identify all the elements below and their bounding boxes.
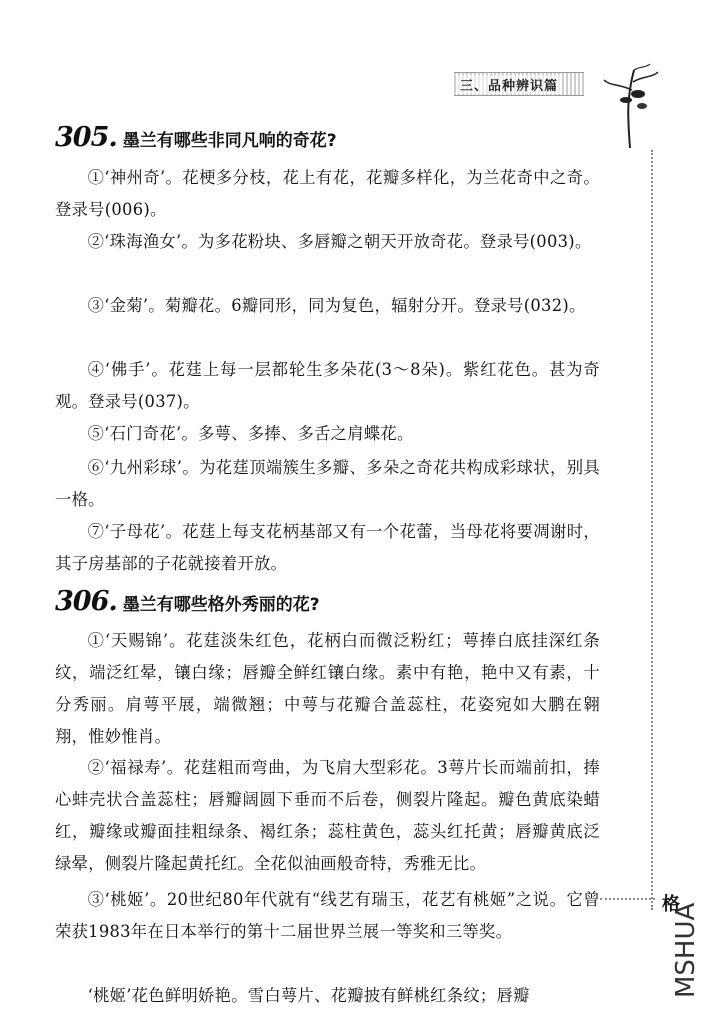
paragraph: ②‘珠海渔女’。为多花粉块、多唇瓣之朝天开放奇花。登录号(003)。 bbox=[87, 232, 592, 251]
paragraph: ①‘神州奇’。花梗多分枝，花上有花，花瓣多样化，为兰花奇中之奇。登录号(006)。 bbox=[55, 168, 600, 219]
paragraph: ⑤‘石门奇花’。多萼、多捧、多舌之肩蝶花。 bbox=[87, 424, 414, 443]
paragraph: ③‘桃姬’。20世纪80年代就有“线艺有瑞玉，花艺有桃姬”之说。它曾荣获1983年在日本举行的第十二届世界兰展一等奖和三等奖。 bbox=[55, 890, 600, 941]
watermark bbox=[664, 880, 704, 1000]
question-number: 306. bbox=[55, 586, 117, 617]
margin-rule-horizontal bbox=[600, 898, 655, 900]
svg-text:MSHUA: MSHUA bbox=[671, 902, 701, 998]
paragraph: ⑥‘九州彩球’。为花莛顶端簇生多瓣、多朵之奇花共构成彩球状，别具一格。 bbox=[55, 458, 600, 509]
section-label: 三、品种辨识篇 bbox=[458, 75, 560, 94]
paragraph: ‘桃姬’花色鲜明娇艳。雪白萼片、花瓣披有鲜桃红条纹；唇瓣 bbox=[87, 986, 530, 1005]
question-305-heading bbox=[55, 122, 615, 153]
question-306-heading bbox=[55, 586, 615, 617]
paragraph: ④‘佛手’。花莛上每一层都轮生多朵花(3～8朵)。紫红花色。甚为奇观。登录号(037)。 bbox=[55, 360, 600, 411]
question-number: 305. bbox=[55, 122, 117, 153]
margin-rule-vertical bbox=[651, 150, 653, 910]
question-title: 墨兰有哪些格外秀丽的花? bbox=[122, 595, 320, 615]
running-header bbox=[454, 72, 584, 96]
paragraph: ②‘福禄寿’。花莛粗而弯曲，为飞肩大型彩花。3萼片长而端前扣，捧心蚌壳状合盖蕊柱；唇瓣阔圆下垂而不后卷，侧裂片隆起。瓣色黄底染蜡红，瓣缘或瓣面挂粗绿条、褐红条；蕊柱黄色，蕊头红托黄；唇瓣黄底泛绿晕，侧裂片隆起黄托红。全花似油画般奇特，秀雅无比。 bbox=[55, 758, 600, 873]
paragraph: ①‘天赐锦’。花莛淡朱红色，花柄白而微泛粉红；萼捧白底挂深红条纹，端泛红晕，镶白缘；唇瓣全鲜红镶白缘。素中有艳，艳中又有素，十分秀丽。肩萼平展，端微翘；中萼与花瓣合盖蕊柱，花姿宛如大鹏在翱翔，惟妙惟肖。 bbox=[55, 631, 600, 746]
paragraph: ③‘金菊’。菊瓣花。6瓣同形，同为复色，辐射分开。登录号(032)。 bbox=[87, 296, 586, 315]
paragraph: ⑦‘子母花’。花莛上每支花柄基部又有一个花蕾，当母花将要凋谢时，其子房基部的子花就接着开放。 bbox=[55, 522, 600, 573]
side-index-char: 格 bbox=[662, 894, 680, 915]
question-title: 墨兰有哪些非同凡响的奇花? bbox=[122, 131, 337, 151]
